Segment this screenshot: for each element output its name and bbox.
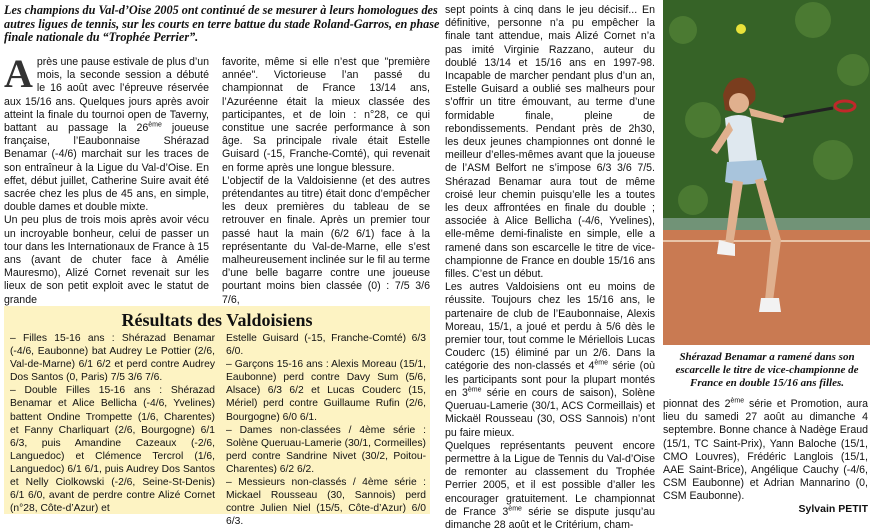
article-column-1 bbox=[4, 51, 209, 307]
photo-caption: Shérazad Benamar a ramené dans son escarcelle le titre de vice-championne de France en double 15/16 ans filles. bbox=[675, 351, 859, 389]
result-entry: – Messieurs non-classés / 4ème série : Mickael Rousseau (30, Sannois) perd contre Julien Niel (15/5, Côte-d’Azur) 6/0 6/3. bbox=[226, 477, 426, 528]
drop-cap: A bbox=[4, 51, 33, 96]
article-paragraph: Les autres Valdoisiens ont eu moins de réussite. Toujours chez les 15/16 ans, le partenaire de club de l’Eaubonnaise, Alexis Moreau, 15/1, a joué et perdu à 5/6 dès le premier tour, tout comme le Mériellois Lucas Couderc (15) éliminé par un 2/6. Dans la catégorie des non-classés et 4ème série (où les participants sont pour la plupart montés en 3ème série en cours de saison), Solène Queruau-Lamerie (30/1, ACS Cormeillais) et Mickaël Rousseau (30, OSS Sannois) n’ont pu faire mieux. bbox=[445, 281, 655, 439]
results-column-left bbox=[10, 332, 215, 515]
result-entry: – Double Filles 15-16 ans : Shérazad Benamar et Alice Bellicha (-4/6, Yvelines) battent Ondine Trompette (1/6, Charentes) et Fanny Charliquart (2/6, Bourgogne) 6/1 6/3, puis Amandine Cazeaux (-2/6, Languedoc) et Clémence Tercrol (1/6, Languedoc) 6/1 6/1, puis Audrey Dos Santos et Nelly Ciolkowski (-2/6, Seine-St-Denis) 6/1 6/0, avant de perdre contre Alizé Cornet (n°28, Côte-d’Azur) et bbox=[10, 385, 215, 515]
result-entry: – Dames non-classées / 4ème série : Solène Queruau-Lamerie (30/1, Cormeilles) perd contre Sandrine Nivet (30/2, Poitou-Charentes) 6/2 6/2. bbox=[226, 424, 426, 475]
results-box bbox=[4, 306, 430, 528]
article-column-4 bbox=[663, 398, 868, 504]
article-paragraph: L’objectif de la Valdoisienne (et des autres prétendantes au titre) était donc d’empêcher les deux premières du tableau de se retrouver en finale. Après un premier tour passé haut la main (6/2 6/1) face à la représentante du Val-de-Marne, elle s’est malheureusement inclinée sur le fil au terme d’une belle bagarre contre une joueuse pourtant moins bien classée (0) : 7/5 3/6 7/6, bbox=[222, 174, 430, 306]
article-paragraph: Quelques représentants peuvent encore permettre à la Ligue de Tennis du Val-d’Oise de remonter au classement du Trophée Perrier 2005, et il est possible d’aller les encourager gratuitement. Le championnat de France 3ème série se dispute jusqu’au dimanche 28 août et le Critérium, cham- bbox=[445, 439, 655, 531]
article-paragraph: Un peu plus de trois mois après avoir vécu un incroyable bonheur, celui de passer un tour dans les Internationaux de France à 15 ans (avant de chuter face à Amélie Mauresmo), Alizé Cornet revenait sur les lieux de son petit exploit avec le statut de grande bbox=[4, 214, 209, 306]
result-entry: Estelle Guisard (-15, Franche-Comté) 6/3 6/0. bbox=[226, 333, 426, 358]
article-paragraph: favorite, même si elle n’est que "première année". Victorieuse l’an passé du championnat de France 13/14 ans, l’Azuréenne était la mieux classée des participantes, et de loin : n°28, ce qui constitue une sacrée performance à son âge. Sa principale rivale était Estelle Guisard (-15, Franche-Comté), qui revenait en forme après une longue blessure. bbox=[222, 56, 430, 174]
results-title: Résultats des Valdoisiens bbox=[121, 310, 313, 330]
article-intro: Les champions du Val-d’Oise 2005 ont continué de se mesurer à leurs homologues des autres ligues de tennis, sur les courts en terre battue du stade Roland-Garros, en phase finale nationale du “Trophée Perrier”. bbox=[4, 3, 440, 44]
article-paragraph: sept points à cinq dans le jeu décisif... En définitive, personne n’a pu empêcher la finale tant attendue, mais Alizé Cornet n’a pas imité Virginie Razzano, auteur du doublé 13/14 et 15/16 ans en 1997-98. Incapable de marcher pendant plus d’un an, Estelle Guisard a oublié ses malheurs pour s’offrir un titre émouvant, au terme d’une formidable finale, pleine de rebondissements. Pendant près de 2h30, les deux jeunes championnes ont donné le meilleur d’elles-mêmes avant que la joueuse de l’ASM Belfort ne s’impose 6/3 3/6 7/5. Shérazad Benamar aura tout de même croisé leur chemin puisqu’elle les a toutes les deux affrontées en finale du double ; associée à Alice Bellicha (-4/6, Yvelines), elle-même demi-finaliste en simple, elle a ramené dans son escarcelle le titre de vice-championne de France en double 15/16 ans filles. C’est un début. bbox=[445, 4, 655, 281]
article-column-2 bbox=[222, 56, 430, 307]
author-signature: Sylvain PETIT bbox=[798, 503, 868, 515]
article-column-3 bbox=[445, 4, 655, 532]
article-paragraph: Après une pause estivale de plus d’un mois, la seconde session a débuté le 16 août avec l’épreuve réservée aux 15/16 ans. Quelques jours après avoir atteint la finale du tournoi open de Taverny, battant au passage la 26ème joueuse française, l’Eaubonnaise Shérazad Benamar (-4/6) marchait sur les traces de son entraîneur à la Ligue du Val-d’Oise. En effet, début juillet, Catherine Suire avait été sacrée chez les plus de 45 ans, en simple, double dames et double mixte. bbox=[4, 51, 209, 214]
result-entry: – Filles 15-16 ans : Shérazad Benamar (-4/6, Eaubonne) bat Audrey Le Pottier (2/6, Val-de-Marne) 6/1 6/2 et perd contre Audrey Dos Santos (0, Paris) 7/5 3/6 7/6. bbox=[10, 333, 215, 384]
article-paragraph: pionnat des 2ème série et Promotion, aura lieu du samedi 27 août au dimanche 4 septembre. Bonne chance à Nadège Eraud (15/1, TC Saint-Prix), Yann Baloche (15/1, CMO Louvres), Frédéric Langlois (15/1, AAE Saint-Brice), Angélique Cauchy (-4/6, CSM Eaubonne) et Adrian Mannarino (0, CSM Eaubonne). bbox=[663, 397, 868, 503]
tennis-player-photo bbox=[663, 0, 870, 345]
result-entry: – Garçons 15-16 ans : Alexis Moreau (15/1, Eaubonne) perd contre Davy Sum (5/6, Alsace) 6/3 6/2 et Lucas Couderc (15, Mériel) perd contre Guillaume Rufin (2/6, Bourgogne) 6/0 6/1. bbox=[226, 359, 426, 423]
results-column-right bbox=[226, 332, 426, 528]
